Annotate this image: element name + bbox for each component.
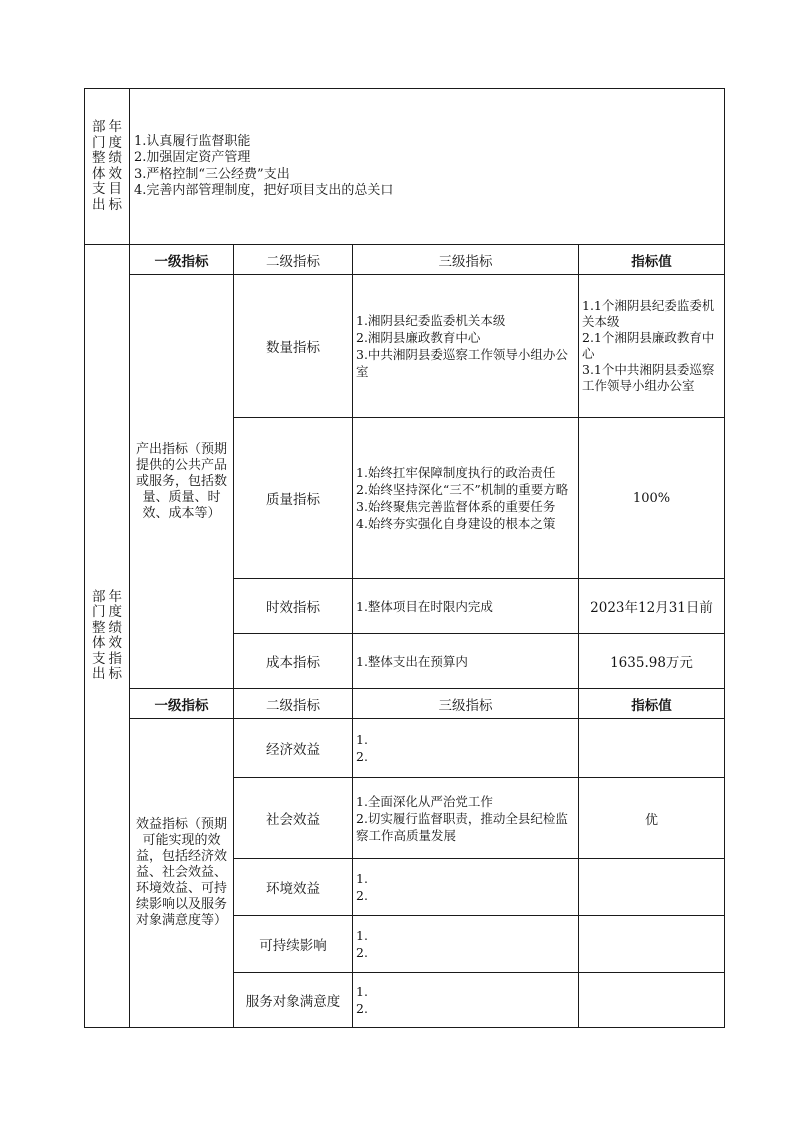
benefit-header-value: 指标值: [579, 689, 725, 719]
level2-environmental: 环境效益: [234, 859, 353, 916]
header-level1: 一级指标: [130, 245, 234, 275]
header-value: 指标值: [579, 245, 725, 275]
header-level2: 二级指标: [234, 245, 353, 275]
level3-sustainable: 1. 2.: [353, 916, 579, 973]
value-environmental: [579, 859, 725, 916]
benefit-header-level2: 二级指标: [234, 689, 353, 719]
value-satisfaction: [579, 973, 725, 1028]
value-social: 优: [579, 778, 725, 859]
table-row: [85, 275, 725, 418]
level3-quality: 1.始终扛牢保障制度执行的政治责任 2.始终坚持深化“三不”机制的重要方略 3.始终聚焦完善监督体系的重要任务 4.始终夯实强化自身建设的根本之策: [353, 418, 579, 579]
level2-social: 社会效益: [234, 778, 353, 859]
header-level3: 三级指标: [353, 245, 579, 275]
goal-item: 2.加强固定资产管理: [134, 150, 251, 165]
level2-timeliness: 时效指标: [234, 579, 353, 634]
value-economic: [579, 719, 725, 778]
value-timeliness: 2023年12月31日前: [579, 579, 725, 634]
performance-table: [84, 88, 725, 1028]
level3-cost: 1.整体支出在预算内: [353, 634, 579, 689]
goal-item: 1.认真履行监督职能: [134, 133, 251, 149]
level3-timeliness: 1.整体项目在时限内完成: [353, 579, 579, 634]
goals-side-label: 年 度 绩 效 目 标 部 门 整 体 支 出: [85, 89, 130, 245]
level2-satisfaction: 服务对象满意度: [234, 973, 353, 1028]
level2-economic: 经济效益: [234, 719, 353, 778]
level3-economic: 1. 2.: [353, 719, 579, 778]
goals-row: [85, 89, 725, 245]
value-cost: 1635.98万元: [579, 634, 725, 689]
level2-cost: 成本指标: [234, 634, 353, 689]
level3-environmental: 1. 2.: [353, 859, 579, 916]
value-quality: 100%: [579, 418, 725, 579]
indicators-side-label: 年 度 绩 效 指 标 部 门 整 体 支 出: [85, 245, 130, 1028]
goals-content: [130, 89, 725, 245]
level2-quantity: 数量指标: [234, 275, 353, 418]
level2-quality: 质量指标: [234, 418, 353, 579]
benefit-header-level3: 三级指标: [353, 689, 579, 719]
value-sustainable: [579, 916, 725, 973]
benefit-header-level1: 一级指标: [130, 689, 234, 719]
performance-table-sheet: [84, 88, 724, 1028]
goal-item: 4.完善内部管理制度，把好项目支出的总关口: [134, 183, 394, 198]
output-indicator-label: 产出指标（预期提供的公共产品或服务，包括数量、质量、时效、成本等）: [130, 275, 234, 689]
value-quantity: 1.1个湘阴县纪委监委机关本级 2.1个湘阴县廉政教育中心 3.1个中共湘阴县委巡察工作领导小组办公室: [579, 275, 725, 418]
level3-quantity: 1.湘阴县纪委监委机关本级 2.湘阴县廉政教育中心 3.中共湘阴县委巡察工作领导小组办公室: [353, 275, 579, 418]
level3-social: 1.全面深化从严治党工作 2.切实履行监督职责，推动全县纪检监察工作高质量发展: [353, 778, 579, 859]
level3-satisfaction: 1. 2.: [353, 973, 579, 1028]
benefit-indicator-label: 效益指标（预期可能实现的效益，包括经济效益、社会效益、环境效益、可持续影响以及服务对象满意度等）: [130, 719, 234, 1028]
level2-sustainable: 可持续影响: [234, 916, 353, 973]
table-row: [85, 719, 725, 778]
goal-item: 3.严格控制“三公经费”支出: [134, 166, 290, 182]
